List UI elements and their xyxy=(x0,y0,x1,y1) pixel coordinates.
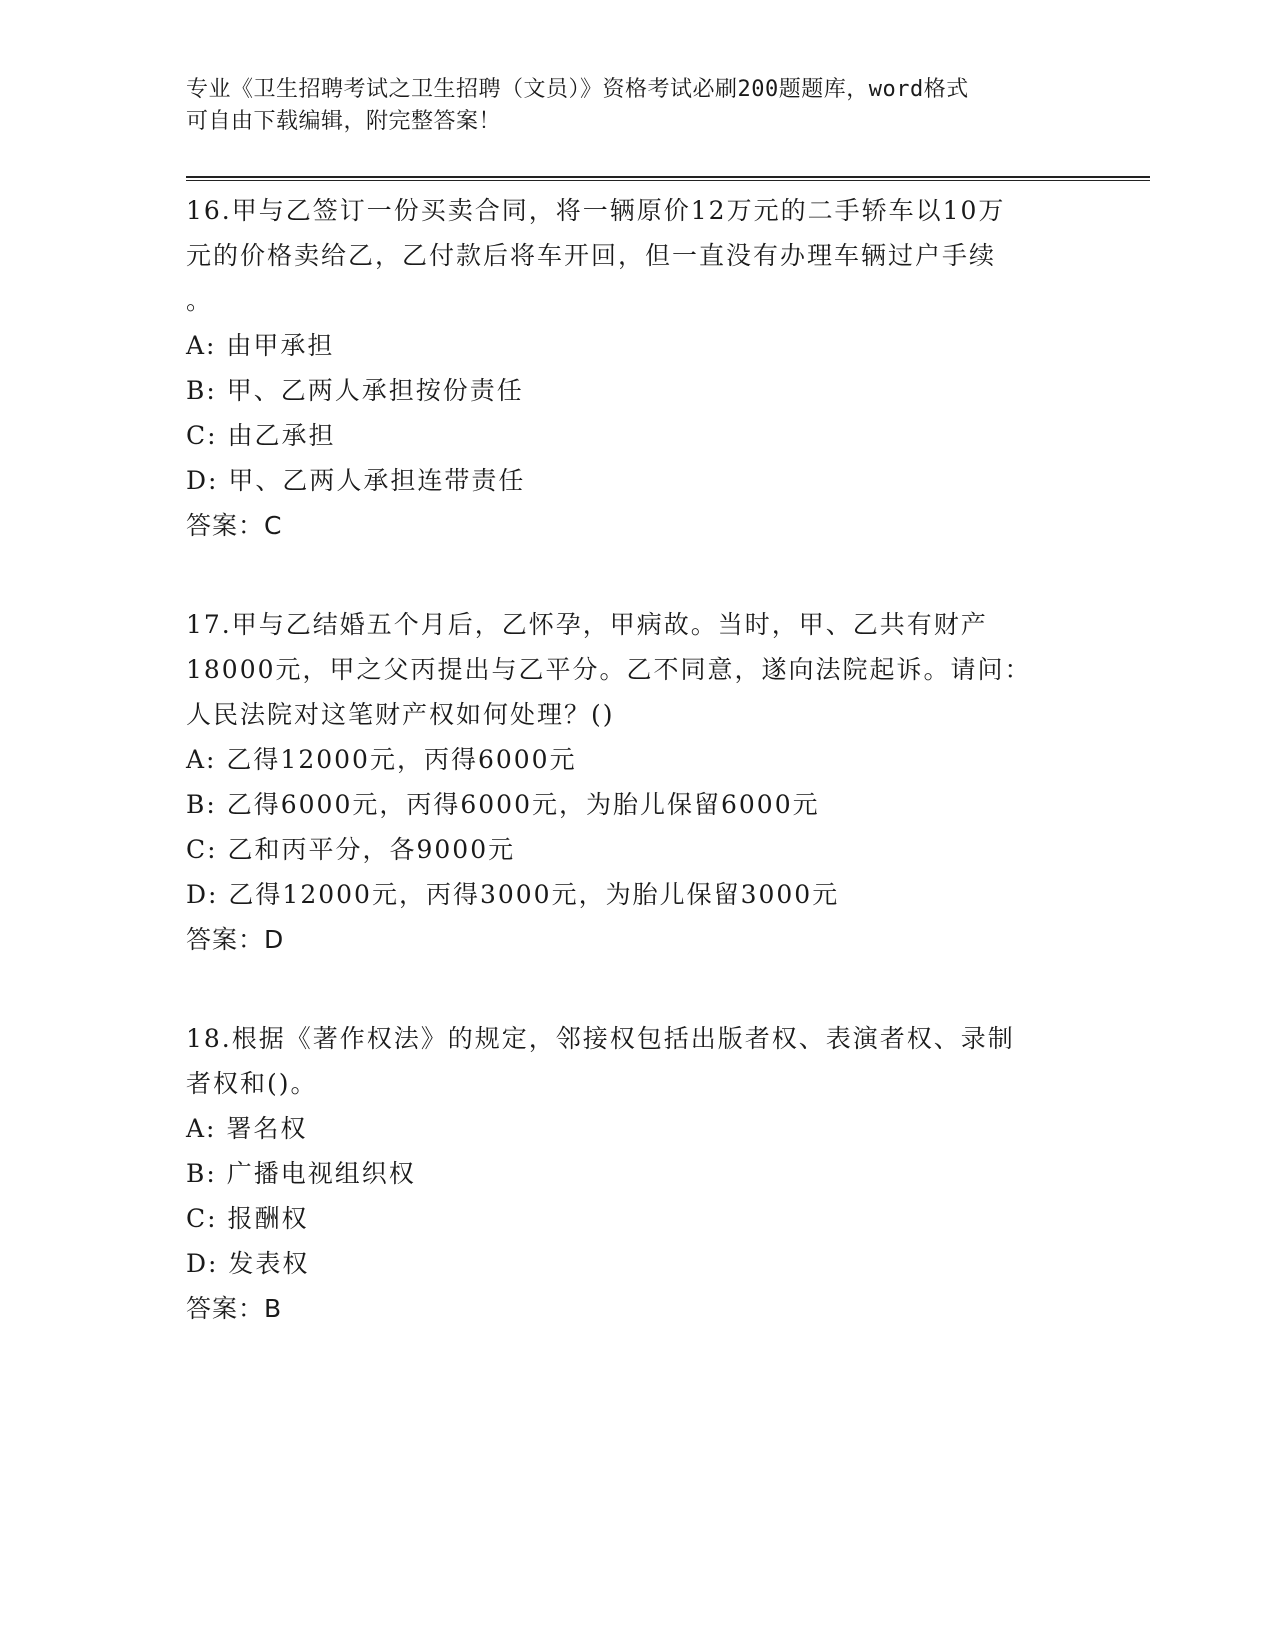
stem-line: 元的价格卖给乙，乙付款后将车开回，但一直没有办理车辆过户手续 xyxy=(186,241,997,270)
option-c: C: 由乙承担 xyxy=(186,421,336,450)
option-c: C: 报酬权 xyxy=(186,1204,309,1233)
question-list xyxy=(186,188,1086,1331)
header-title-line-2: 可自由下载编辑，附完整答案！ xyxy=(186,109,502,134)
answer-line: 答案：C xyxy=(186,511,283,540)
answer-line: 答案：B xyxy=(186,1294,283,1323)
option-d: D: 甲、乙两人承担连带责任 xyxy=(186,466,526,495)
question-stem xyxy=(186,602,1086,737)
option-a: A: 乙得12000元，丙得6000元 xyxy=(186,745,577,774)
question-stem xyxy=(186,188,1086,323)
question-16 xyxy=(186,188,1086,548)
question-17 xyxy=(186,602,1086,962)
question-18 xyxy=(186,1016,1086,1331)
stem-line: 18.根据《著作权法》的规定，邻接权包括出版者权、表演者权、录制 xyxy=(186,1024,1015,1053)
option-d: D: 发表权 xyxy=(186,1249,310,1278)
option-b: B: 乙得6000元，丙得6000元，为胎儿保留6000元 xyxy=(186,790,820,819)
option-b: B: 甲、乙两人承担按份责任 xyxy=(186,376,524,405)
option-d: D: 乙得12000元，丙得3000元，为胎儿保留3000元 xyxy=(186,880,840,909)
option-a: A: 由甲承担 xyxy=(186,331,335,360)
option-a: A: 署名权 xyxy=(186,1114,308,1143)
option-b: B: 广播电视组织权 xyxy=(186,1159,416,1188)
document-header xyxy=(186,74,1066,138)
stem-line: 16.甲与乙签订一份买卖合同，将一辆原价12万元的二手轿车以10万 xyxy=(186,196,1006,225)
stem-line: 人民法院对这笔财产权如何处理？() xyxy=(186,700,615,729)
question-stem xyxy=(186,1016,1086,1106)
option-c: C: 乙和丙平分，各9000元 xyxy=(186,835,516,864)
header-title-line-1: 专业《卫生招聘考试之卫生招聘（文员）》资格考试必刷200题题库，word格式 xyxy=(186,77,969,102)
header-divider xyxy=(186,176,1150,181)
question-spacer xyxy=(186,548,1086,602)
stem-line: 者权和()。 xyxy=(186,1069,318,1098)
answer-line: 答案：D xyxy=(186,925,285,954)
stem-line: 。 xyxy=(186,286,214,315)
stem-line: 17.甲与乙结婚五个月后，乙怀孕，甲病故。当时，甲、乙共有财产 xyxy=(186,610,988,639)
stem-line: 18000元，甲之父丙提出与乙平分。乙不同意，遂向法院起诉。请问： xyxy=(186,655,1032,684)
question-spacer xyxy=(186,962,1086,1016)
